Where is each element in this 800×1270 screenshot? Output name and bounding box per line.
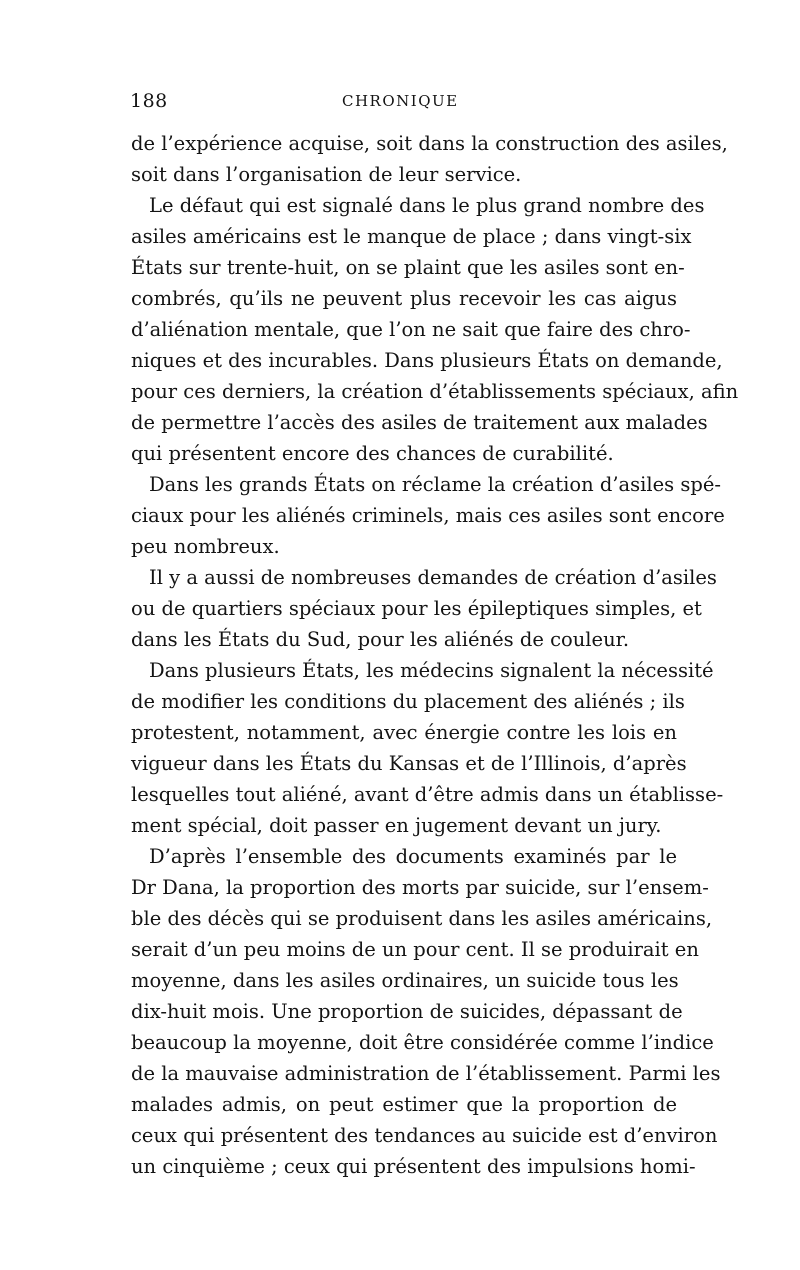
body-text (131, 128, 739, 1182)
paragraph-start-line: Le défaut qui est signalé dans le plus grand nombre des (149, 194, 705, 217)
paragraph-start-line: Dans plusieurs États, les médecins signalent la nécessité (149, 659, 714, 682)
text-line: vigueur dans les États du Kansas et de l’Illinois, d’après (131, 752, 687, 775)
text-line: serait d’un peu moins de un pour cent. Il se produirait en (131, 938, 699, 961)
text-line: dix-huit mois. Une proportion de suicides, dépassant de (131, 1000, 683, 1023)
paragraph-start-line: Il y a aussi de nombreuses demandes de création d’asiles (149, 566, 717, 589)
text-line: ou de quartiers spéciaux pour les épileptiques simples, et (131, 597, 702, 620)
text-line: de permettre l’accès des asiles de traitement aux malades (131, 411, 708, 434)
text-line: malades admis, on peut estimer que la proportion de (131, 1093, 677, 1116)
text-line: un cinquième ; ceux qui présentent des impulsions homi- (131, 1155, 696, 1178)
text-line: Dr Dana, la proportion des morts par suicide, sur l’ensem- (131, 876, 709, 899)
page-header (130, 90, 675, 116)
text-line: niques et des incurables. Dans plusieurs États on demande, (131, 349, 723, 372)
running-head: CHRONIQUE (342, 92, 459, 110)
text-line: combrés, qu’ils ne peuvent plus recevoir les cas aigus (131, 287, 677, 310)
text-line: peu nombreux. (131, 535, 280, 558)
text-line: moyenne, dans les asiles ordinaires, un suicide tous les (131, 969, 679, 992)
text-line: ble des décès qui se produisent dans les asiles américains, (131, 907, 713, 930)
page-number: 188 (130, 90, 168, 112)
text-line: soit dans l’organisation de leur service. (131, 163, 522, 186)
text-line: de modifier les conditions du placement des aliénés ; ils (131, 690, 685, 713)
text-line: États sur trente-huit, on se plaint que les asiles sont en- (131, 256, 685, 279)
text-line: pour ces derniers, la création d’établissements spéciaux, afin (131, 380, 739, 403)
text-line: protestent, notamment, avec énergie contre les lois en (131, 721, 677, 744)
paragraph-start-line: D’après l’ensemble des documents examinés par le (149, 845, 677, 868)
text-line: ceux qui présentent des tendances au suicide est d’environ (131, 1124, 718, 1147)
text-line: de l’expérience acquise, soit dans la construction des asiles, (131, 132, 728, 155)
text-line: ment spécial, doit passer en jugement devant un jury. (131, 814, 662, 837)
text-line: beaucoup la moyenne, doit être considérée comme l’indice (131, 1031, 714, 1054)
text-line: dans les États du Sud, pour les aliénés de couleur. (131, 628, 630, 651)
text-line: lesquelles tout aliéné, avant d’être admis dans un établisse- (131, 783, 724, 806)
text-line: d’aliénation mentale, que l’on ne sait que faire des chro- (131, 318, 691, 341)
text-line: asiles américains est le manque de place ; dans vingt-six (131, 225, 692, 248)
paragraph-start-line: Dans les grands États on réclame la création d’asiles spé- (149, 473, 721, 496)
text-line: ciaux pour les aliénés criminels, mais ces asiles sont encore (131, 504, 725, 527)
text-line: qui présentent encore des chances de curabilité. (131, 442, 614, 465)
text-line: de la mauvaise administration de l’établissement. Parmi les (131, 1062, 721, 1085)
